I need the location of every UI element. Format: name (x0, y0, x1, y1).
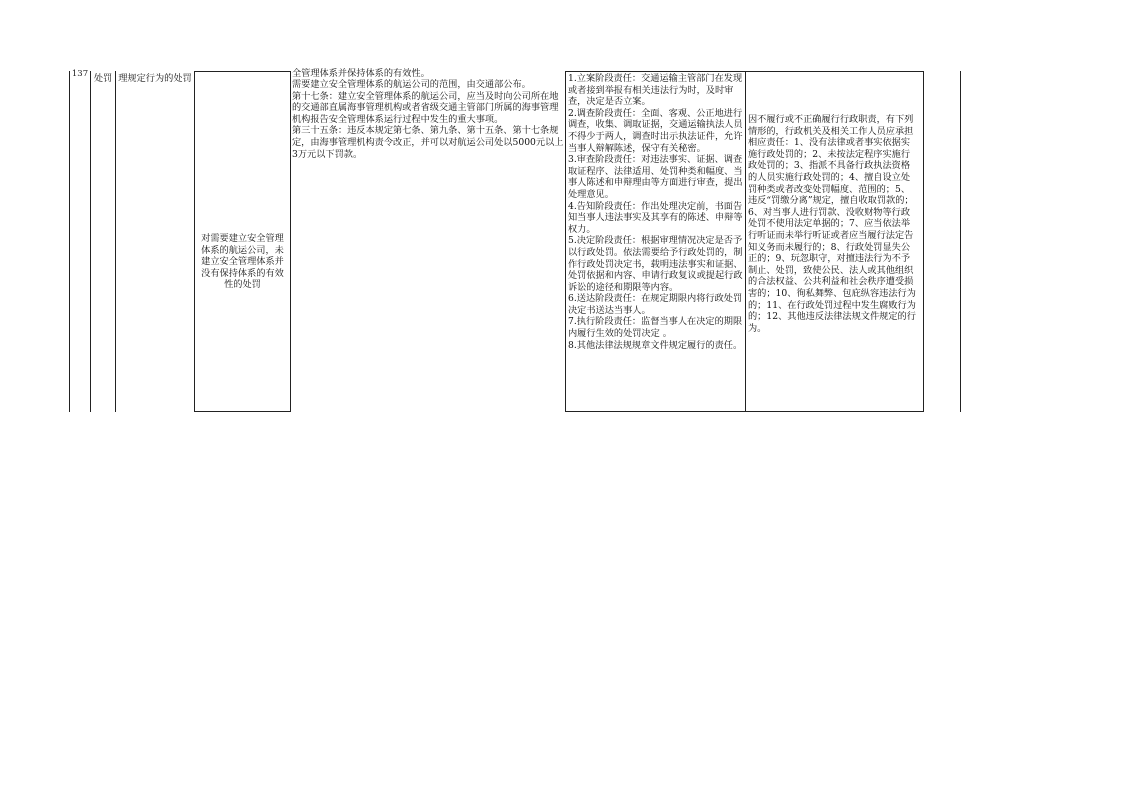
grid-line-right-edge (960, 71, 961, 412)
item-name-text: 理规定行为的处罚 (118, 73, 192, 84)
row-number: 137 (71, 69, 89, 79)
category-text: 处罚 (93, 73, 113, 84)
accountability-text: 因不履行或不正确履行行政职责，有下列情形的，行政机关及相关工作人员应承担相应责任：1、没有法律或者事实依据实施行政处罚的；2、未按法定程序实施行政处罚的；3、指派不具备行政执法资格的人员实施行政处罚的；4、擅自设立处罚种类或者改变处罚幅度、范围的；5、违反“罚缴分离”规定，擅自收取罚款的；6、对当事人进行罚款、没收财物等行政处罚不使用法定单据的；7、应当依法举行听证而未举行听证或者应当履行法定告知义务而未履行的；8、行政处罚显失公正的；9、玩忽职守，对擅违法行为不予制止、处罚，致使公民、法人或其他组织的合法权益、公共利益和社会秩序遭受损害的；10、徇私舞弊、包庇纵容违法行为的；11、在行政处罚过程中发生腐败行为的；12、其他违反法律法规文件规定的行为。 (748, 114, 916, 334)
legal-basis-text: 需要建立安全管理体系的航运公司的范围，由交通部公布。 第十七条：建立安全管理体系的航运公司，应当及时向公司所在地的交通部直属海事管理机构或者省级交通主管部门所属的海事管理机构报告安全管理体系运行过程中发生的重大事项。 第三十五条：违反本规定第七条、第九条、第十五条、第十七条规定，由海事管理机构责令改正，并可以对航运公司处以5000元以上3万元以下罚款。 (292, 79, 564, 160)
sub-item-text: 对需要建立安全管理体系的航运公司，未建立安全管理体系并没有保持体系的有效性的处罚 (201, 233, 284, 291)
legal-basis-cutoff-text: 全管理体系并保持体系的有效性。 (292, 68, 430, 79)
grid-line-category-col (115, 71, 116, 412)
grid-line-number-col (90, 71, 91, 412)
responsibility-text: 1.立案阶段责任：交通运输主管部门在发现或者接到举报有相关违法行为时，及时审查，决定是否立案。 2.调查阶段责任：全面、客观、公正地进行调查，收集、调取证据，交通运输执法人员不得少于两人，调查时出示执法证件，允许当事人辩解陈述，保守有关秘密。 3.审查阶段责任：对违法事实、证据、调查取证程序、法律适用、处罚种类和幅度、当事人陈述和申辩理由等方面进行审查，提出处理意见。 4.告知阶段责任：作出处理决定前，书面告知当事人违法事实及其享有的陈述、申辩等权力。 5.决定阶段责任：根据审理情况决定是否予以行政处罚。依法需要给予行政处罚的，制作行政处罚决定书，载明违法事实和证据、处罚依据和内容、申请行政复议或提起行政诉讼的途径和期限等内容。 6.送达阶段责任：在规定期限内将行政处罚决定书送达当事人。 7.执行阶段责任：监督当事人在决定的期限内履行生效的处罚决定 。 8.其他法律法规规章文件规定履行的责任。 (568, 73, 743, 351)
grid-line-left (69, 71, 70, 412)
